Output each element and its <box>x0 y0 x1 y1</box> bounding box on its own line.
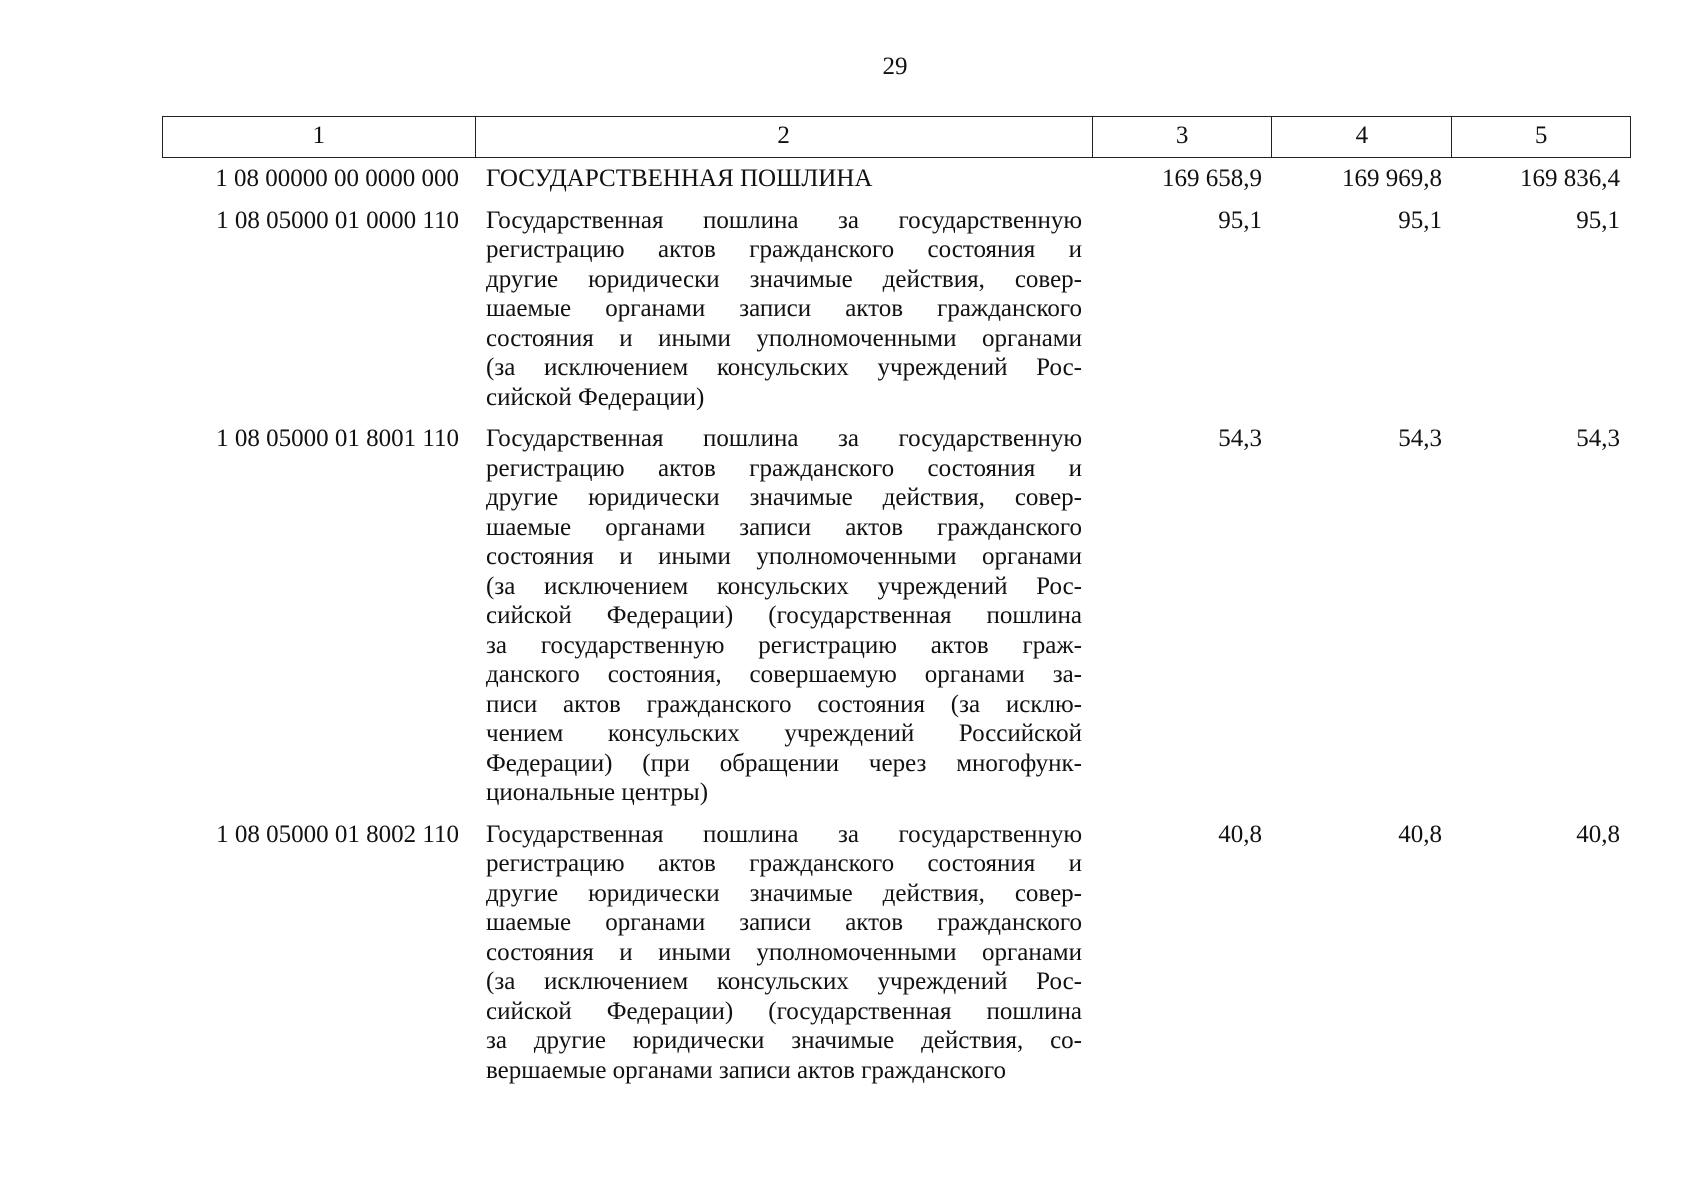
income-name-line: (за исключением консульских учреждений Рос- <box>486 354 1082 381</box>
income-name-line: вершаемые органами записи актов гражданского <box>486 1056 1007 1084</box>
income-name-line: состояния и иными уполномоченными органами <box>486 543 1082 570</box>
income-name-line: писи актов гражданского состояния (за исклю- <box>486 690 1082 718</box>
income-name-line: данского состояния, совершаемую органами за- <box>486 661 1082 688</box>
header-col-1: 1 <box>163 117 476 157</box>
income-name-line: Государственная пошлина за государственную <box>486 425 1082 452</box>
income-name <box>475 206 1093 413</box>
income-name-line: сийской Федерации) (государственная пошлина <box>486 997 1082 1025</box>
page-number: 29 <box>882 53 908 80</box>
budget-code: 1 08 00000 00 0000 000 <box>215 165 459 192</box>
amount-col3: 54,3 <box>1218 425 1262 452</box>
income-name <box>475 424 1093 808</box>
income-name <box>475 164 1093 194</box>
income-name <box>475 820 1093 1086</box>
income-name-line: циональные центры) <box>486 779 709 806</box>
amount-col4: 40,8 <box>1398 820 1442 848</box>
amount-col4: 54,3 <box>1398 425 1442 452</box>
income-name-line: (за исключением консульских учреждений Рос- <box>486 968 1082 995</box>
income-name-line: (за исключением консульских учреждений Рос- <box>486 572 1082 600</box>
table-row <box>162 424 1631 808</box>
table-row <box>162 164 1631 194</box>
header-col-5: 5 <box>1534 122 1548 149</box>
income-name-line: Федерации) (при обращении через многофунк- <box>486 749 1082 777</box>
table-header <box>162 116 1631 158</box>
income-name-line: сийской Федерации) <box>486 383 705 411</box>
income-name-line: состояния и иными уполномоченными органами <box>486 938 1082 966</box>
budget-code: 1 08 05000 01 8001 110 <box>216 425 459 452</box>
income-name-line: шаемые органами записи актов гражданского <box>486 295 1082 322</box>
amount-col3: 40,8 <box>1218 820 1262 848</box>
income-name-line: шаемые органами записи актов гражданского <box>486 513 1082 541</box>
header-col-3: 3 <box>1093 117 1273 157</box>
amount-col5: 40,8 <box>1576 820 1620 848</box>
amount-col3: 95,1 <box>1218 206 1262 234</box>
income-name-line: Государственная пошлина за государственную <box>486 206 1082 234</box>
amount-col5: 54,3 <box>1576 425 1620 452</box>
income-name-line: состояния и иными уполномоченными органами <box>486 324 1082 352</box>
amount-col5: 95,1 <box>1576 206 1620 234</box>
income-name-line: другие юридически значимые действия, совер- <box>486 879 1082 907</box>
table-row <box>162 820 1631 1086</box>
income-name-line: сийской Федерации) (государственная пошлина <box>486 602 1082 629</box>
header-col-2: 2 <box>476 117 1093 157</box>
table-body <box>162 164 1631 1097</box>
income-name-line: другие юридически значимые действия, совер- <box>486 484 1082 511</box>
table-row <box>162 206 1631 413</box>
income-name-line: за государственную регистрацию актов граж- <box>486 631 1082 659</box>
income-name-line: другие юридически значимые действия, совер- <box>486 265 1082 293</box>
income-name-line: регистрацию актов гражданского состояния и <box>486 236 1082 263</box>
amount-col3: 169 658,9 <box>1162 165 1262 192</box>
amount-col4: 169 969,8 <box>1342 165 1442 192</box>
amount-col5: 169 836,4 <box>1520 165 1620 192</box>
income-name-line: регистрацию актов гражданского состояния и <box>486 454 1082 482</box>
income-name-line: регистрацию актов гражданского состояния и <box>486 850 1082 877</box>
budget-code: 1 08 05000 01 8002 110 <box>216 820 459 848</box>
income-name-line: ГОСУДАРСТВЕННАЯ ПОШЛИНА <box>486 165 873 192</box>
income-name-line: чением консульских учреждений Российской <box>486 720 1082 747</box>
income-name-line: за другие юридически значимые действия, со- <box>486 1027 1082 1054</box>
income-name-line: Государственная пошлина за государственную <box>486 820 1082 848</box>
budget-code: 1 08 05000 01 0000 110 <box>216 206 459 234</box>
header-col-4: 4 <box>1272 117 1452 157</box>
income-name-line: шаемые органами записи актов гражданского <box>486 909 1082 936</box>
amount-col4: 95,1 <box>1398 206 1442 234</box>
